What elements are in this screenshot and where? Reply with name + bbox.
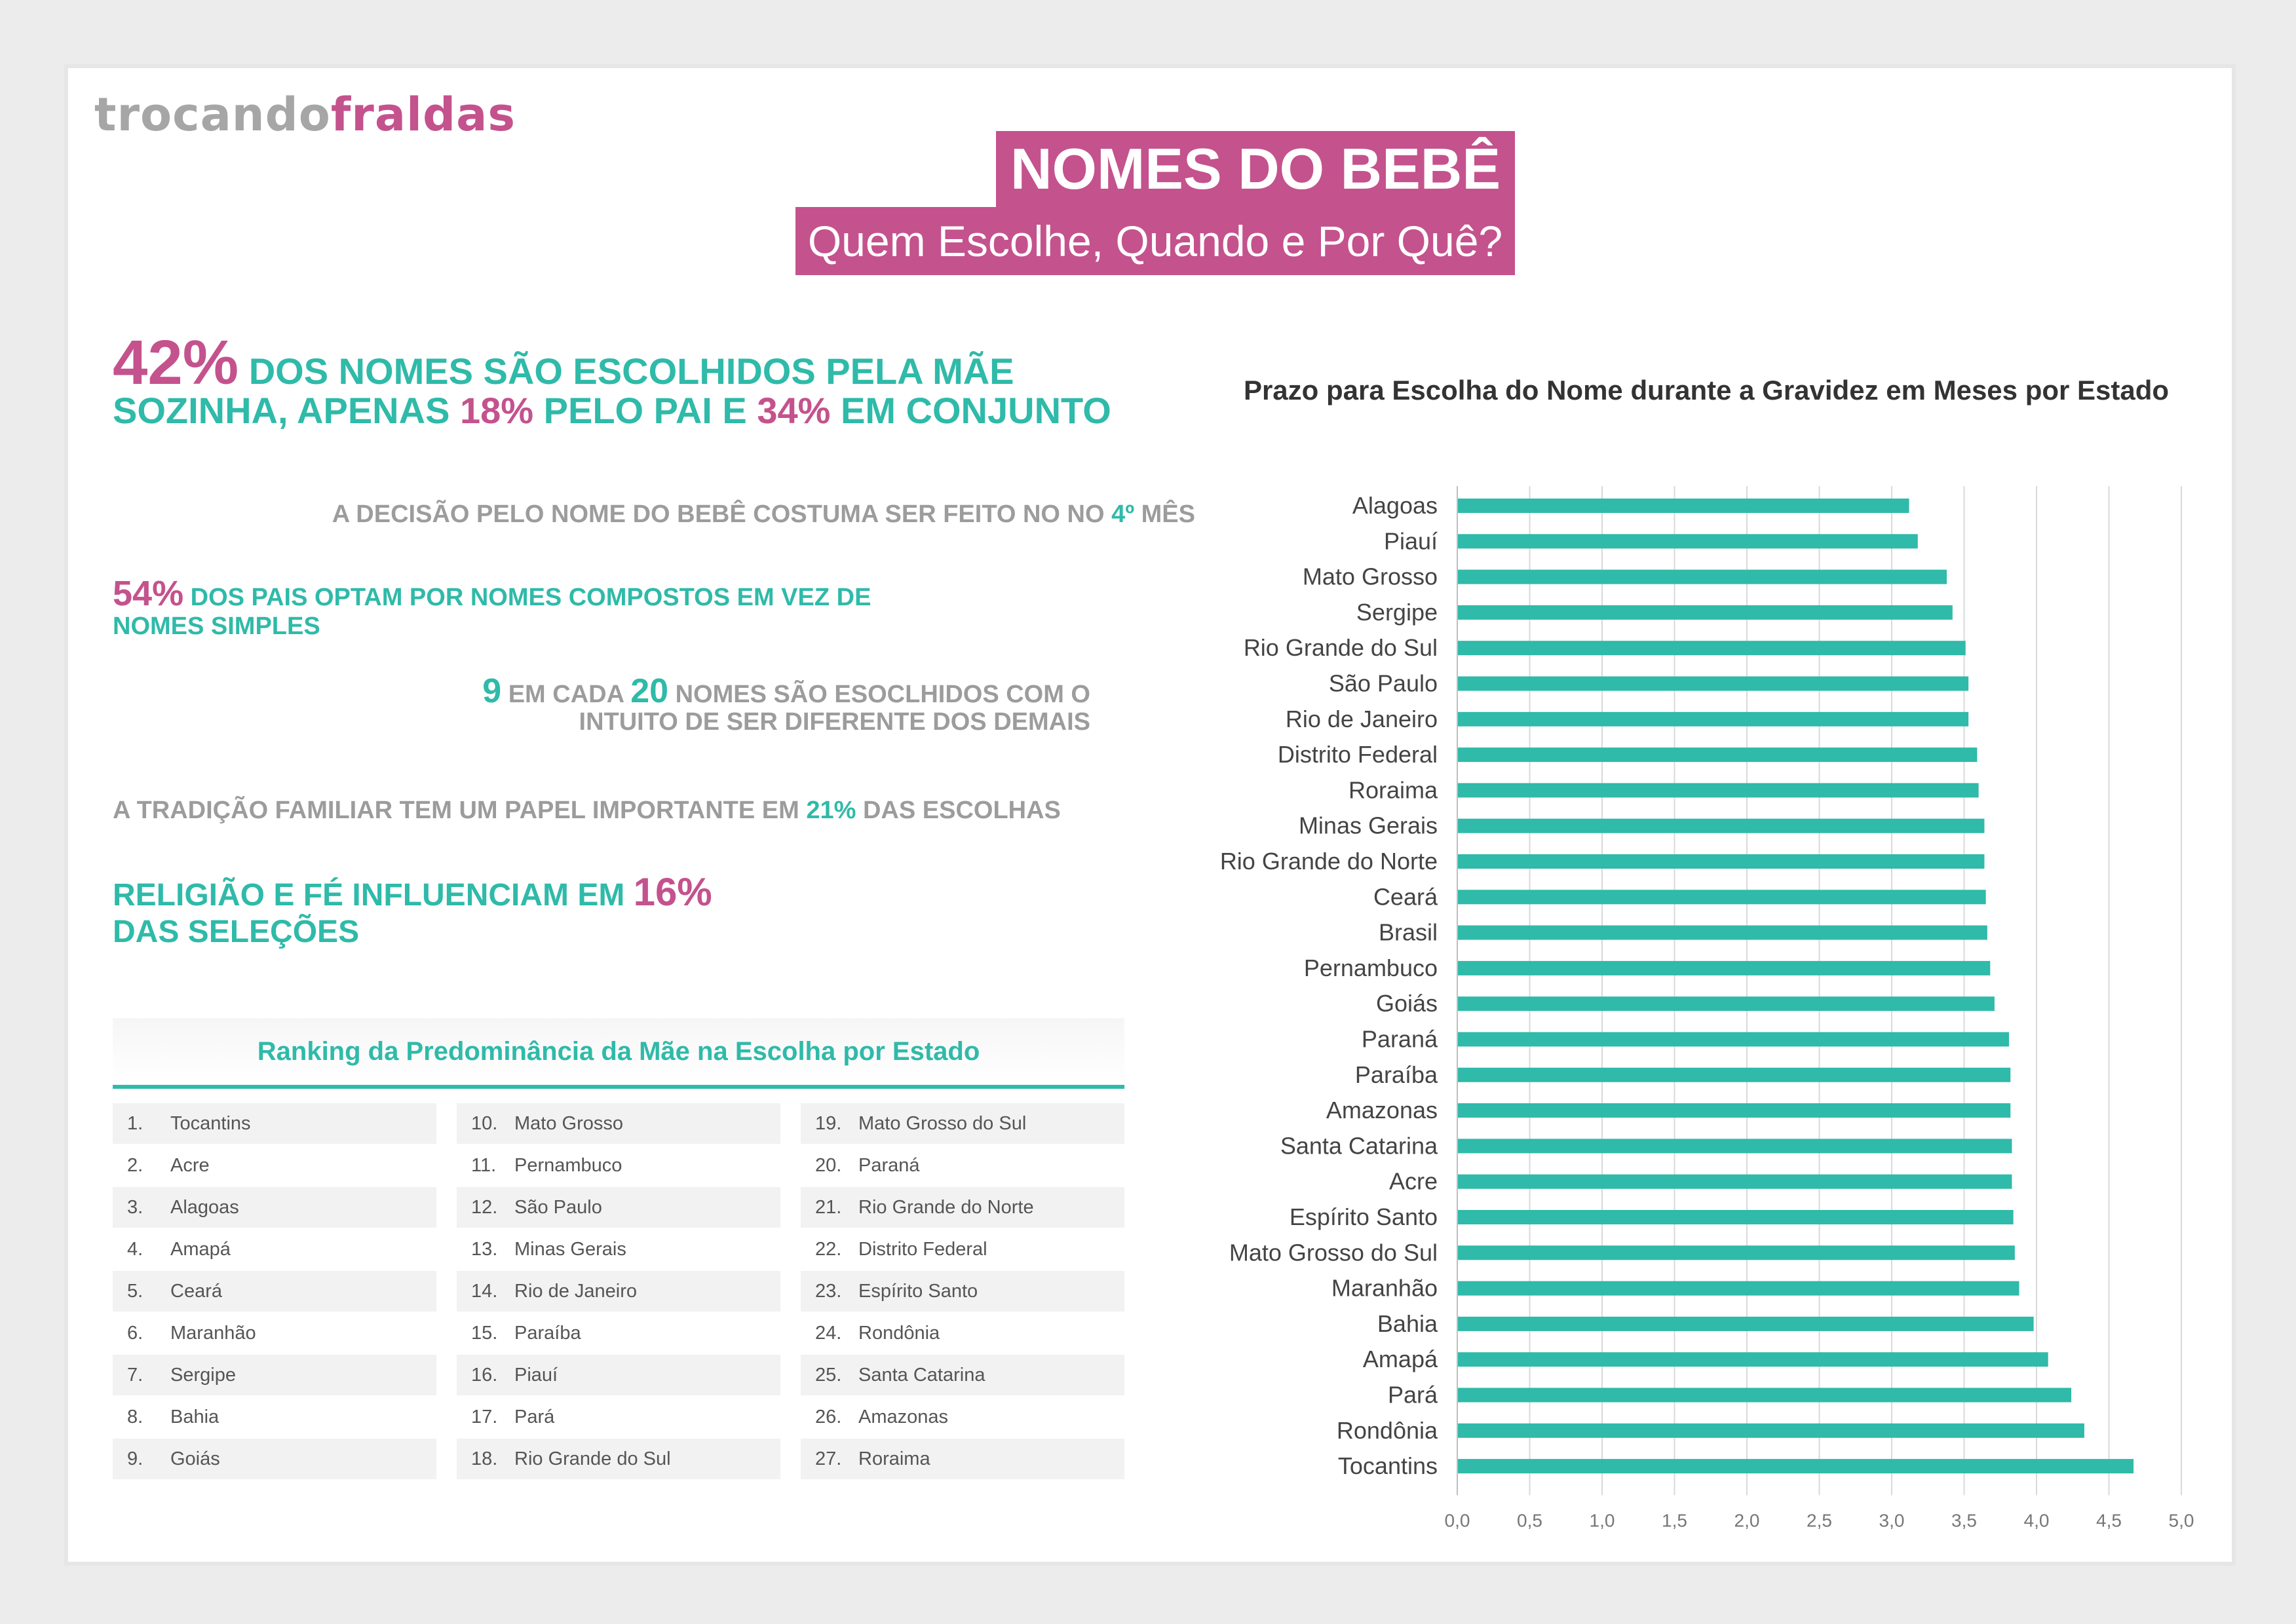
- ranking-row: [801, 1439, 1124, 1479]
- bar: [1457, 605, 1953, 620]
- stat-mother-choice: [113, 328, 1227, 431]
- brand-logo: [94, 88, 516, 142]
- ranking-row: [457, 1313, 780, 1353]
- ranking-row: [801, 1187, 1124, 1228]
- x-tick-label: 0,5: [1517, 1510, 1542, 1531]
- x-tick-label: 1,0: [1589, 1510, 1615, 1531]
- ranking-state: Rio de Janeiro: [514, 1280, 637, 1302]
- ranking-state: Minas Gerais: [514, 1238, 626, 1260]
- bar: [1457, 570, 1947, 584]
- ranking-state: Amazonas: [858, 1406, 949, 1427]
- ranking-position: 16.: [471, 1364, 498, 1386]
- ranking-state: Rondônia: [858, 1322, 940, 1344]
- category-label: Acre: [1388, 1167, 1438, 1195]
- bar: [1457, 641, 1966, 655]
- stat-text: SOZINHA, APENAS: [113, 390, 460, 431]
- category-label: Mato Grosso do Sul: [1229, 1239, 1438, 1266]
- ranking-row: [457, 1439, 780, 1479]
- chart-title: Prazo para Escolha do Nome durante a Gravidez em Meses por Estado: [1243, 375, 2170, 406]
- stat-text: DAS ESCOLHAS: [856, 797, 1061, 824]
- ranking-row: [457, 1187, 780, 1228]
- category-label: Sergipe: [1356, 598, 1438, 626]
- category-label: Maranhão: [1331, 1274, 1438, 1302]
- bar: [1457, 1103, 2010, 1118]
- ranking-row: [801, 1271, 1124, 1312]
- category-label: Ceará: [1373, 883, 1438, 911]
- stat-text: NOMES SÃO ESOCLHIDOS COM O: [668, 681, 1090, 708]
- bar: [1457, 1032, 2009, 1047]
- ranking-state: Acre: [170, 1154, 210, 1176]
- ranking-position: 12.: [471, 1196, 498, 1218]
- bar: [1457, 1068, 2010, 1082]
- stat-text: A TRADIÇÃO FAMILIAR TEM UM PAPEL IMPORTANTE EM: [113, 797, 807, 824]
- ranking-row: [113, 1397, 436, 1437]
- category-label: Rio de Janeiro: [1285, 705, 1438, 732]
- ranking-state: Paraná: [858, 1154, 920, 1176]
- x-tick-label: 0,0: [1444, 1510, 1470, 1531]
- ranking-state: Paraíba: [514, 1322, 581, 1344]
- stat-decision-month: [265, 500, 1195, 529]
- stat-text: DOS NOMES SÃO ESCOLHIDOS PELA MÃE: [239, 350, 1014, 392]
- ranking-state: Rio Grande do Norte: [858, 1196, 1034, 1218]
- bar: [1457, 926, 1987, 940]
- ranking-position: 22.: [815, 1238, 842, 1260]
- ranking-state: Pará: [514, 1406, 555, 1427]
- ranking-row: [457, 1145, 780, 1186]
- ranking-state: Espírito Santo: [858, 1280, 978, 1302]
- bar: [1457, 996, 1995, 1011]
- ranking-position: 15.: [471, 1322, 498, 1344]
- bar: [1457, 1175, 2012, 1189]
- stat-compound-names: [113, 574, 1030, 641]
- bar: [1457, 499, 1909, 513]
- category-label: Santa Catarina: [1280, 1132, 1438, 1160]
- category-label: Alagoas: [1352, 492, 1438, 519]
- ranking-position: 17.: [471, 1406, 498, 1427]
- category-label: Tocantins: [1337, 1452, 1438, 1480]
- bar: [1457, 819, 1984, 833]
- category-label: Brasil: [1378, 918, 1438, 946]
- ranking-state: Pernambuco: [514, 1154, 622, 1176]
- bar: [1457, 854, 1984, 869]
- stat-text: A DECISÃO PELO NOME DO BEBÊ COSTUMA SER FEITO NO NO: [332, 500, 1112, 528]
- stat-num-b: 20: [630, 672, 669, 710]
- category-label: Bahia: [1377, 1310, 1438, 1337]
- ranking-row: [457, 1397, 780, 1437]
- ranking-row: [801, 1229, 1124, 1270]
- ranking-row: [113, 1187, 436, 1228]
- ranking-column: [113, 1103, 436, 1481]
- ranking-position: 14.: [471, 1280, 498, 1302]
- ranking-state: Amapá: [170, 1238, 231, 1260]
- bar: [1457, 747, 1977, 762]
- ranking-position: 21.: [815, 1196, 842, 1218]
- stat-text: RELIGIÃO E FÉ INFLUENCIAM EM: [113, 878, 634, 913]
- category-label: Espírito Santo: [1289, 1203, 1438, 1230]
- ranking-position: 24.: [815, 1322, 842, 1344]
- ranking-row: [113, 1229, 436, 1270]
- ranking-position: 18.: [471, 1448, 498, 1469]
- category-label: Goiás: [1375, 990, 1438, 1017]
- ranking-row: [457, 1271, 780, 1312]
- stat-text: DAS SELEÇÕES: [113, 915, 360, 949]
- category-label: Rio Grande do Norte: [1219, 848, 1438, 875]
- ranking-state: Piauí: [514, 1364, 558, 1386]
- stat-text: EM CONJUNTO: [830, 390, 1111, 431]
- x-tick-label: 2,5: [1807, 1510, 1832, 1531]
- ranking-row: [801, 1355, 1124, 1395]
- bar: [1457, 1281, 2019, 1296]
- stat-text: DOS PAIS OPTAM POR NOMES COMPOSTOS EM VEZ DE: [183, 584, 871, 611]
- ranking-state: Maranhão: [170, 1322, 256, 1344]
- ranking-state: Alagoas: [170, 1196, 239, 1218]
- ranking-row: [801, 1397, 1124, 1437]
- ranking-row: [113, 1355, 436, 1395]
- ranking-position: 27.: [815, 1448, 842, 1469]
- x-tick-label: 4,0: [2023, 1510, 2050, 1531]
- category-label: Amazonas: [1326, 1097, 1438, 1124]
- ranking-row: [457, 1103, 780, 1144]
- bar: [1457, 1245, 2015, 1260]
- ranking-column: [457, 1103, 780, 1481]
- ranking-state: Tocantins: [170, 1112, 251, 1134]
- bar: [1457, 961, 1990, 975]
- bar: [1457, 712, 1968, 727]
- bar: [1457, 1459, 2133, 1473]
- ranking-position: 13.: [471, 1238, 498, 1260]
- page-subtitle: Quem Escolhe, Quando e Por Quê?: [795, 207, 1515, 275]
- ranking-row: [801, 1313, 1124, 1353]
- ranking-column: [801, 1103, 1124, 1481]
- category-label: Minas Gerais: [1298, 812, 1438, 839]
- ranking-position: 2.: [127, 1154, 144, 1176]
- stat-text: MÊS: [1134, 500, 1195, 528]
- category-label: Pará: [1387, 1381, 1438, 1408]
- stat-pct-conjunto: 34%: [757, 390, 831, 431]
- ranking-state: Mato Grosso do Sul: [858, 1112, 1027, 1134]
- stat-text: EM CADA: [501, 681, 631, 708]
- ranking-row: [801, 1103, 1124, 1144]
- ranking-position: 10.: [471, 1112, 498, 1134]
- ranking-position: 20.: [815, 1154, 842, 1176]
- ranking-row: [113, 1103, 436, 1144]
- category-label: Paraíba: [1354, 1061, 1438, 1088]
- bar: [1457, 1424, 2084, 1438]
- stat-pct: 16%: [633, 870, 712, 914]
- bar: [1457, 1210, 2014, 1224]
- x-tick-label: 1,5: [1662, 1510, 1687, 1531]
- ranking-position: 23.: [815, 1280, 842, 1302]
- ranking-state: Sergipe: [170, 1364, 236, 1386]
- category-label: Rondônia: [1336, 1416, 1438, 1444]
- stat-num-a: 9: [482, 672, 502, 710]
- category-label: Piauí: [1383, 527, 1438, 555]
- ranking-state: Goiás: [170, 1448, 220, 1469]
- ranking-state: Roraima: [858, 1448, 930, 1469]
- category-label: Mato Grosso: [1302, 563, 1438, 590]
- ranking-state: Distrito Federal: [858, 1238, 987, 1260]
- ranking-position: 3.: [127, 1196, 144, 1218]
- category-label: Distrito Federal: [1277, 741, 1438, 768]
- bar: [1457, 1139, 2012, 1153]
- category-label: Paraná: [1361, 1025, 1438, 1053]
- x-tick-label: 3,5: [1951, 1510, 1977, 1531]
- stat-text: PELO PAI E: [533, 390, 757, 431]
- category-label: Rio Grande do Sul: [1243, 634, 1438, 662]
- ranking-position: 4.: [127, 1238, 144, 1260]
- ranking-position: 1.: [127, 1112, 144, 1134]
- bar: [1457, 1317, 2034, 1331]
- category-label: São Paulo: [1328, 670, 1438, 697]
- ranking-state: São Paulo: [514, 1196, 602, 1218]
- stat-text: NOMES SIMPLES: [113, 613, 320, 640]
- brand-part2: fraldas: [330, 88, 516, 142]
- ranking-position: 5.: [127, 1280, 144, 1302]
- x-tick-label: 3,0: [1879, 1510, 1905, 1531]
- ranking-row: [113, 1313, 436, 1353]
- stat-pct-mae: 42%: [113, 328, 239, 398]
- stat-pct: 54%: [113, 574, 184, 613]
- ranking-row: [113, 1271, 436, 1312]
- x-tick-label: 5,0: [2168, 1510, 2194, 1531]
- ranking-row: [113, 1145, 436, 1186]
- ranking-position: 11.: [471, 1154, 497, 1176]
- brand-part1: trocando: [94, 88, 331, 142]
- ranking-row: [457, 1355, 780, 1395]
- stat-different-names: [396, 672, 1090, 736]
- category-label: Pernambuco: [1303, 954, 1438, 981]
- ranking-state: Mato Grosso: [514, 1112, 623, 1134]
- infographic-card: [64, 64, 2236, 1566]
- stat-month: 4º: [1111, 500, 1135, 528]
- bar: [1457, 677, 1968, 691]
- ranking-row: [801, 1145, 1124, 1186]
- ranking-position: 8.: [127, 1406, 144, 1427]
- bar-chart: [1117, 409, 2230, 1549]
- x-tick-label: 2,0: [1734, 1510, 1760, 1531]
- ranking-position: 25.: [815, 1364, 842, 1386]
- stat-text: INTUITO DE SER DIFERENTE DOS DEMAIS: [579, 708, 1090, 736]
- ranking-state: Rio Grande do Sul: [514, 1448, 671, 1469]
- ranking-state: Ceará: [170, 1280, 222, 1302]
- ranking-state: Bahia: [170, 1406, 220, 1427]
- bar: [1457, 783, 1979, 797]
- ranking-state: Santa Catarina: [858, 1364, 985, 1386]
- ranking-position: 9.: [127, 1448, 144, 1469]
- bar: [1457, 1352, 2048, 1367]
- x-tick-label: 4,5: [2096, 1510, 2122, 1531]
- page-title: NOMES DO BEBÊ: [996, 131, 1515, 207]
- ranking-row: [457, 1229, 780, 1270]
- bar: [1457, 534, 1918, 548]
- stat-religion: [113, 870, 833, 951]
- category-label: Roraima: [1348, 776, 1438, 804]
- ranking-row: [113, 1439, 436, 1479]
- ranking-position: 6.: [127, 1322, 144, 1344]
- bar: [1457, 1388, 2071, 1403]
- stat-tradition: [113, 797, 1096, 825]
- ranking-title: Ranking da Predominância da Mãe na Escolha por Estado: [113, 1018, 1124, 1089]
- stat-pct: 21%: [806, 797, 856, 824]
- stat-pct-pai: 18%: [459, 390, 534, 431]
- ranking-position: 19.: [815, 1112, 842, 1134]
- ranking-position: 26.: [815, 1406, 842, 1427]
- category-label: Amapá: [1362, 1346, 1438, 1373]
- bar: [1457, 890, 1986, 904]
- ranking-position: 7.: [127, 1364, 144, 1386]
